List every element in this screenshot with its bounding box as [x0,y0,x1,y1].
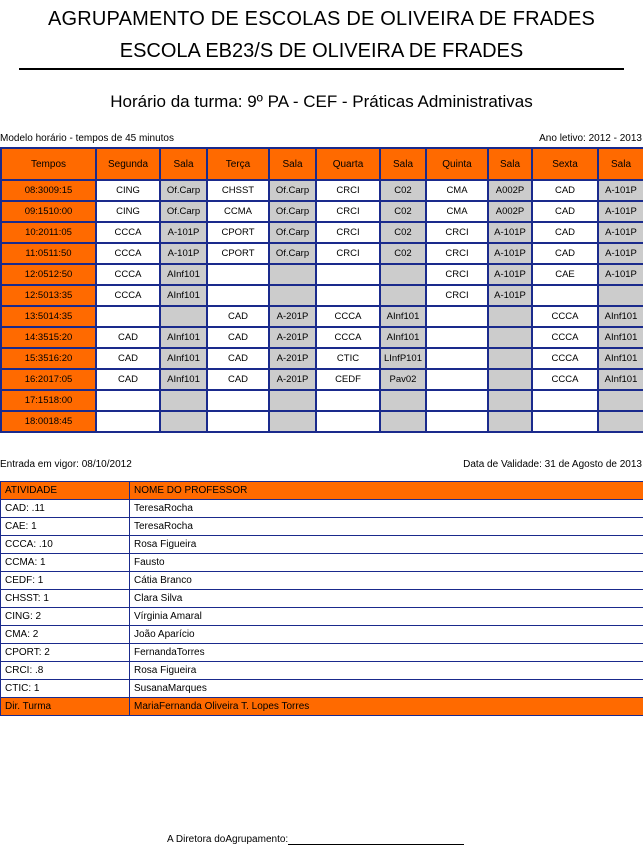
subject-cell: CCCA [96,243,160,264]
activity-cell: CEDF: 1 [1,572,130,590]
room-cell: A-201P [269,369,316,390]
room-cell: A-101P [598,243,643,264]
subject-cell: CCMA [207,201,269,222]
time-slot-cell: 10:2011:05 [1,222,96,243]
subject-cell: CAD [532,180,598,201]
teacher-row [1,554,643,572]
room-cell: AInf101 [160,285,207,306]
room-cell: AInf101 [160,369,207,390]
teacher-name-cell: Rosa Figueira [130,662,643,680]
time-slot-cell: 13:5014:35 [1,306,96,327]
schedule-row [1,390,643,411]
activity-cell: CCMA: 1 [1,554,130,572]
subject-cell: CRCI [426,222,488,243]
schedule-header-cell: Tempos [1,148,96,180]
schedule-header-cell: Sala [269,148,316,180]
class-director-row [1,698,643,716]
room-cell [380,285,426,306]
teacher-name-cell: Vírginia Amaral [130,608,643,626]
teachers-header-cell: NOME DO PROFESSOR [130,482,643,500]
subject-cell: CAD [207,327,269,348]
room-cell: A-201P [269,306,316,327]
room-cell: Of.Carp [160,201,207,222]
subject-cell: CRCI [316,180,380,201]
schedule-header-cell: Sexta [532,148,598,180]
subject-cell: CEDF [316,369,380,390]
room-cell: C02 [380,243,426,264]
subject-cell: CRCI [316,222,380,243]
subject-cell [426,348,488,369]
subject-cell: CCCA [316,327,380,348]
room-cell [488,411,532,432]
room-cell: A002P [488,201,532,222]
room-cell: A-101P [598,201,643,222]
schedule-table [0,147,643,433]
teachers-header-cell: ATIVIDADE [1,482,130,500]
room-cell: Of.Carp [269,180,316,201]
subject-cell: CAD [532,243,598,264]
room-cell: Of.Carp [269,243,316,264]
teacher-row [1,590,643,608]
room-cell: Of.Carp [269,201,316,222]
schedule-row [1,201,643,222]
room-cell: A-101P [488,264,532,285]
room-cell: A-101P [488,243,532,264]
time-slot-cell: 15:3516:20 [1,348,96,369]
schedule-header-cell: Quarta [316,148,380,180]
subject-cell [96,306,160,327]
subject-cell [96,411,160,432]
room-cell: A-101P [160,243,207,264]
director-name: MariaFernanda Oliveira T. Lopes Torres [130,698,643,716]
schedule-row [1,348,643,369]
subject-cell: CAE [532,264,598,285]
room-cell: Of.Carp [269,222,316,243]
room-cell [598,411,643,432]
subject-cell: CPORT [207,243,269,264]
director-label: Dir. Turma [1,698,130,716]
subject-cell: CCCA [316,306,380,327]
activity-cell: CRCI: .8 [1,662,130,680]
time-slot-cell: 12:0512:50 [1,264,96,285]
subject-cell: CING [96,201,160,222]
room-cell [598,390,643,411]
time-slot-cell: 17:1518:00 [1,390,96,411]
subject-cell: CAD [96,327,160,348]
room-cell: A-101P [488,285,532,306]
schedule-row [1,369,643,390]
subject-cell [426,306,488,327]
subject-cell [532,411,598,432]
activity-cell: CING: 2 [1,608,130,626]
time-slot-cell: 18:0018:45 [1,411,96,432]
room-cell: A-201P [269,348,316,369]
teacher-row [1,536,643,554]
subject-cell [316,264,380,285]
room-cell [488,306,532,327]
schedule-header-cell: Sala [380,148,426,180]
schedule-header-cell: Segunda [96,148,160,180]
room-cell [160,306,207,327]
teacher-name-cell: Clara Silva [130,590,643,608]
teacher-name-cell: Rosa Figueira [130,536,643,554]
schedule-row [1,180,643,201]
teacher-name-cell: Cátia Branco [130,572,643,590]
subject-cell: CAD [207,306,269,327]
subject-cell [316,411,380,432]
teachers-header-row [1,482,643,500]
schedule-row [1,285,643,306]
schedule-row [1,411,643,432]
subject-cell: CCCA [532,306,598,327]
subject-cell: CTIC [316,348,380,369]
room-cell: A-101P [598,264,643,285]
subject-cell: CRCI [426,243,488,264]
school-name-title: ESCOLA EB23/S DE OLIVEIRA DE FRADES [119,40,524,62]
effective-date: Entrada em vigor: 08/10/2012 [0,459,132,470]
room-cell: A-201P [269,327,316,348]
room-cell [269,390,316,411]
signature-line [167,834,464,845]
subject-cell: CING [96,180,160,201]
room-cell [380,390,426,411]
subject-cell [426,411,488,432]
room-cell: C02 [380,201,426,222]
subject-cell [316,285,380,306]
time-slot-cell: 16:2017:05 [1,369,96,390]
subject-cell: CMA [426,180,488,201]
room-cell: A-101P [488,222,532,243]
subject-cell: CAD [532,222,598,243]
time-slot-cell: 12:5013:35 [1,285,96,306]
class-schedule-subtitle: Horário da turma: 9º PA - CEF - Práticas Administrativas [110,92,533,111]
activity-cell: CTIC: 1 [1,680,130,698]
room-cell: A002P [488,180,532,201]
subject-cell [207,390,269,411]
room-cell: AInf101 [380,327,426,348]
teacher-name-cell: SusanaMarques [130,680,643,698]
room-cell [160,390,207,411]
school-year: Ano letivo: 2012 - 2013 [539,133,642,144]
room-cell [598,285,643,306]
teacher-name-cell: TeresaRocha [130,518,643,536]
teacher-row [1,644,643,662]
teacher-name-cell: Fausto [130,554,643,572]
room-cell [380,264,426,285]
subject-cell [426,390,488,411]
subject-cell: CAD [207,348,269,369]
teacher-row [1,572,643,590]
subject-cell: CHSST [207,180,269,201]
room-cell: AInf101 [160,327,207,348]
teacher-row [1,680,643,698]
schedule-header-cell: Sala [160,148,207,180]
room-cell [380,411,426,432]
room-cell: C02 [380,180,426,201]
activity-cell: CMA: 2 [1,626,130,644]
teachers-table [0,481,643,716]
subject-cell [207,411,269,432]
room-cell: Of.Carp [160,180,207,201]
teacher-row [1,500,643,518]
subject-cell: CMA [426,201,488,222]
teacher-row [1,662,643,680]
schedule-header-cell: Sala [488,148,532,180]
room-cell: LInfP101 [380,348,426,369]
room-cell [488,369,532,390]
subject-cell: CCCA [96,285,160,306]
activity-cell: CCCA: .10 [1,536,130,554]
subject-cell: CAD [96,348,160,369]
header-divider [19,68,624,70]
subject-cell: CAD [96,369,160,390]
schedule-row [1,264,643,285]
time-slot-cell: 08:3009:15 [1,180,96,201]
activity-cell: CHSST: 1 [1,590,130,608]
subject-cell [207,285,269,306]
room-cell [269,411,316,432]
subject-cell: CCCA [532,348,598,369]
activity-cell: CAD: .11 [1,500,130,518]
validity-date: Data de Validade: 31 de Agosto de 2013 [463,459,642,470]
teachers-body [1,500,643,716]
teacher-name-cell: TeresaRocha [130,500,643,518]
schedule-row [1,222,643,243]
room-cell: AInf101 [160,264,207,285]
room-cell [269,264,316,285]
room-cell: AInf101 [598,369,643,390]
schedule-header-cell: Terça [207,148,269,180]
room-cell: AInf101 [380,306,426,327]
subject-cell: CAD [207,369,269,390]
teacher-row [1,518,643,536]
room-cell: A-101P [598,180,643,201]
time-slot-cell: 11:0511:50 [1,243,96,264]
time-slot-cell: 09:1510:00 [1,201,96,222]
subject-cell [96,390,160,411]
room-cell: AInf101 [598,348,643,369]
activity-cell: CPORT: 2 [1,644,130,662]
schedule-row [1,306,643,327]
schedule-row [1,243,643,264]
schedule-header-cell: Quinta [426,148,488,180]
teacher-row [1,626,643,644]
subject-cell [426,327,488,348]
subject-cell: CPORT [207,222,269,243]
room-cell: AInf101 [160,348,207,369]
teacher-name-cell: FernandaTorres [130,644,643,662]
room-cell: A-101P [598,222,643,243]
subject-cell: CCCA [96,222,160,243]
school-group-title: AGRUPAMENTO DE ESCOLAS DE OLIVEIRA DE FRADES [47,8,596,30]
model-info: Modelo horário - tempos de 45 minutos [0,133,174,144]
activity-cell: CAE: 1 [1,518,130,536]
room-cell [269,285,316,306]
schedule-header-row [1,148,643,180]
subject-cell: CRCI [316,201,380,222]
subject-cell [426,369,488,390]
room-cell: Pav02 [380,369,426,390]
room-cell [488,348,532,369]
teacher-name-cell: João Aparício [130,626,643,644]
signature-blank [288,834,464,845]
room-cell: C02 [380,222,426,243]
schedule-row [1,327,643,348]
room-cell [488,327,532,348]
schedule-header-cell: Sala [598,148,643,180]
room-cell: AInf101 [598,327,643,348]
room-cell [160,411,207,432]
time-slot-cell: 14:3515:20 [1,327,96,348]
room-cell [488,390,532,411]
subject-cell: CRCI [316,243,380,264]
subject-cell [532,285,598,306]
room-cell: A-101P [160,222,207,243]
subject-cell: CRCI [426,285,488,306]
subject-cell: CCCA [96,264,160,285]
subject-cell [316,390,380,411]
subject-cell: CCCA [532,327,598,348]
subject-cell: CRCI [426,264,488,285]
room-cell: AInf101 [598,306,643,327]
teacher-row [1,608,643,626]
subject-cell [532,390,598,411]
subject-cell: CCCA [532,369,598,390]
signature-label: A Diretora doAgrupamento: [167,834,289,845]
schedule-body [1,180,643,432]
subject-cell: CAD [532,201,598,222]
subject-cell [207,264,269,285]
